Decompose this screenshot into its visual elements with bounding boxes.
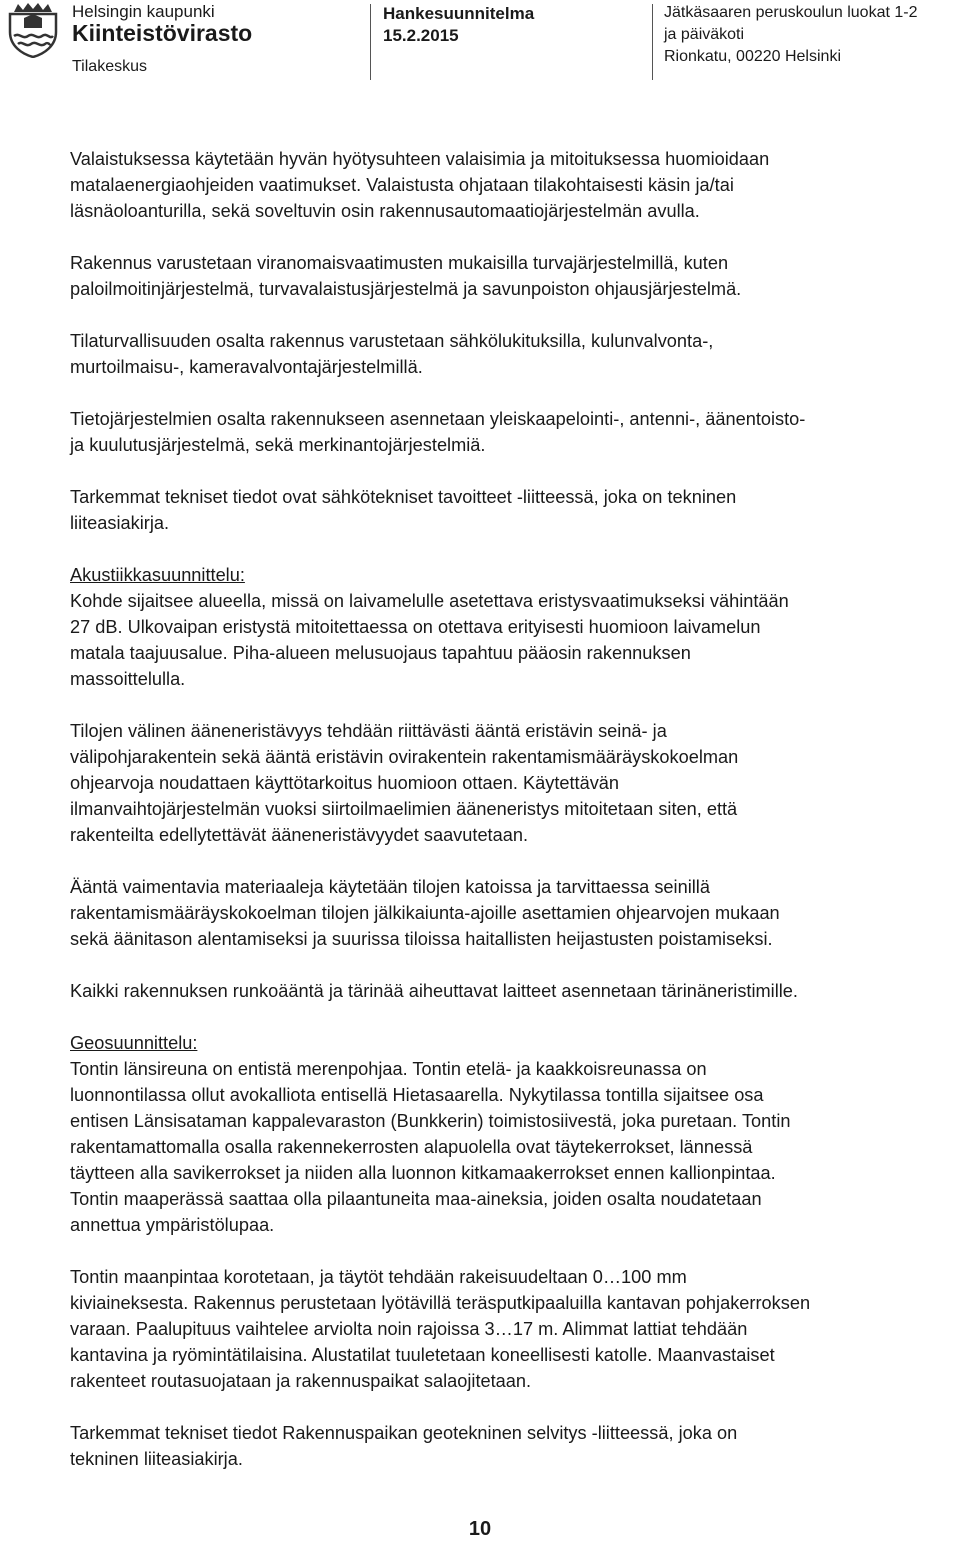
- text-line: Valaistuksessa käytetään hyvän hyötysuhteen valaisimia ja mitoituksessa huomioidaan: [70, 149, 770, 169]
- section-heading-geotechnical: Geosuunnittelu:: [70, 1033, 198, 1053]
- project-name-line1: Jätkäsaaren peruskoulun luokat 1-2: [664, 4, 918, 21]
- paragraph-foundations: [70, 1264, 960, 1394]
- text-line: ja kuulutusjärjestelmä, sekä merkinantojärjestelmiä.: [70, 435, 486, 455]
- project-name-line2: ja päiväkoti: [664, 26, 745, 43]
- text-line: Tilojen välinen ääneneristävyys tehdään riittävästi ääntä eristävin seinä- ja: [70, 721, 667, 741]
- text-line: massoittelulla.: [70, 669, 186, 689]
- text-line: Tietojärjestelmien osalta rakennukseen asennetaan yleiskaapelointi-, antenni-, äänentoisto-: [70, 409, 806, 429]
- paragraph-vibration: [70, 978, 960, 1004]
- text-line: murtoilmaisu-, kameravalvontajärjestelmillä.: [70, 357, 423, 377]
- text-line: paloilmoitinjärjestelmä, turvavalaistusjärjestelmä ja savunpoiston ohjausjärjestelmä.: [70, 279, 742, 299]
- paragraph-ship-noise: [70, 588, 960, 692]
- text-line: entisen Länsisataman kappalevaraston (Bunkkerin) toimistosiivestä, joka puretaan. Tontin: [70, 1111, 791, 1131]
- text-line: Rakennus varustetaan viranomaisvaatimusten mukaisilla turvajärjestelmillä, kuten: [70, 253, 729, 273]
- org-city-name: Helsingin kaupunki: [72, 2, 215, 21]
- text-line: rakenteilta edellytettävät ääneneristävyydet saavutetaan.: [70, 825, 529, 845]
- org-unit-name: Tilakeskus: [72, 58, 147, 75]
- text-line: matala taajuusalue. Piha-alueen melusuojaus tapahtuu pääosin rakennuksen: [70, 643, 691, 663]
- text-line: Tarkemmat tekniset tiedot ovat sähkötekniset tavoitteet -liitteessä, joka on tekninen: [70, 487, 737, 507]
- paragraph-sound-insulation: [70, 718, 960, 848]
- paragraph-sound-absorption: [70, 874, 960, 952]
- paragraph-security: [70, 328, 960, 380]
- paragraph-it-systems: [70, 406, 960, 458]
- text-line: annettua ympäristölupaa.: [70, 1215, 275, 1235]
- text-line: täytteen alla savikerrokset ja niiden alla luonnon kitkamaakerrokset ennen kallionpintaa.: [70, 1163, 776, 1183]
- page-header: [0, 0, 960, 90]
- text-line: rakentamattomalla osalla rakennekerrosten alapuolella ovat täytekerrokset, lännessä: [70, 1137, 753, 1157]
- text-line: Tontin maanpintaa korotetaan, ja täytöt tehdään rakeisuudeltaan 0…100 mm: [70, 1267, 687, 1287]
- text-line: ilmanvaihtojärjestelmän vuoksi siirtoilmaelimien ääneneristys mitoitetaan siten, että: [70, 799, 738, 819]
- text-line: läsnäoloanturilla, sekä soveltuvin osin rakennusautomaatiojärjestelmän avulla.: [70, 201, 700, 221]
- text-line: sekä äänitason alentamiseksi ja suurissa tiloissa haitallisten heijastusten poistamiseksi.: [70, 929, 773, 949]
- paragraph-safety-systems: [70, 250, 960, 302]
- paragraph-lighting: [70, 146, 960, 224]
- text-line: varaan. Paalupituus vaihtelee arviolta noin rajoissa 3…17 m. Alimmat lattiat tehdään: [70, 1319, 748, 1339]
- helsinki-crest-logo: [4, 2, 62, 58]
- text-line: Kaikki rakennuksen runkoääntä ja tärinää aiheuttavat laitteet asennetaan tärinäneristimille.: [70, 981, 798, 1001]
- header-divider: [652, 4, 653, 80]
- section-heading-acoustics: Akustiikkasuunnittelu:: [70, 565, 245, 585]
- text-line: matalaenergiaohjeiden vaatimukset. Valaistusta ohjataan tilakohtaisesti käsin ja/tai: [70, 175, 734, 195]
- header-divider: [370, 4, 371, 80]
- text-line: 27 dB. Ulkovaipan eristystä mitoitettaessa on otettava erityisesti huomioon laivamelun: [70, 617, 761, 637]
- org-agency-name: Kiinteistövirasto: [72, 20, 253, 46]
- text-line: Ääntä vaimentavia materiaaleja käytetään tilojen katoissa ja tarvittaessa seinillä: [70, 877, 710, 897]
- text-line: liiteasiakirja.: [70, 513, 170, 533]
- document-type: Hankesuunnitelma: [383, 4, 535, 23]
- page-number: 10: [468, 1518, 492, 1540]
- text-line: rakenteet routasuojataan ja rakennuspaikat salaojitetaan.: [70, 1371, 532, 1391]
- document-body: [70, 146, 960, 1472]
- text-line: välipohjarakentein sekä ääntä eristävin ovirakentein rakentamismääräyskokoelman: [70, 747, 739, 767]
- text-line: Tontin länsireuna on entistä merenpohjaa. Tontin etelä- ja kaakkoisreunassa on: [70, 1059, 707, 1079]
- paragraph-geotechnical-reference: [70, 1420, 960, 1472]
- text-line: luonnontilassa ollut avokalliota entisellä Hietasaarella. Nykytilassa tontilla sijaitsee osa: [70, 1085, 764, 1105]
- text-line: ohjearvoja noudattaen käyttötarkoitus huomioon ottaen. Käytettävän: [70, 773, 620, 793]
- text-line: tekninen liiteasiakirja.: [70, 1449, 243, 1469]
- document-date: 15.2.2015: [383, 26, 459, 45]
- text-line: Kohde sijaitsee alueella, missä on laivamelulle asetettava eristysvaatimukseksi vähintään: [70, 591, 789, 611]
- text-line: Tontin maaperässä saattaa olla pilaantuneita maa-aineksia, joiden osalta noudatetaan: [70, 1189, 762, 1209]
- paragraph-site-conditions: [70, 1056, 960, 1238]
- text-line: Tilaturvallisuuden osalta rakennus varustetaan sähkölukituksilla, kulunvalvonta-,: [70, 331, 714, 351]
- text-line: kantavina ja ryömintätilaisina. Alustatilat tuuletetaan koneellisesti katolle. Maanvastaiset: [70, 1345, 775, 1365]
- paragraph-electrical-reference: [70, 484, 960, 536]
- text-line: rakentamismääräyskokoelman tilojen jälkikaiunta-ajoille asettamien ohjearvojen mukaan: [70, 903, 780, 923]
- text-line: kiviaineksesta. Rakennus perustetaan lyötävillä teräsputkipaaluilla kantavan pohjakerroksen: [70, 1293, 811, 1313]
- text-line: Tarkemmat tekniset tiedot Rakennuspaikan geotekninen selvitys -liitteessä, joka on: [70, 1423, 738, 1443]
- project-address: Rionkatu, 00220 Helsinki: [664, 48, 841, 65]
